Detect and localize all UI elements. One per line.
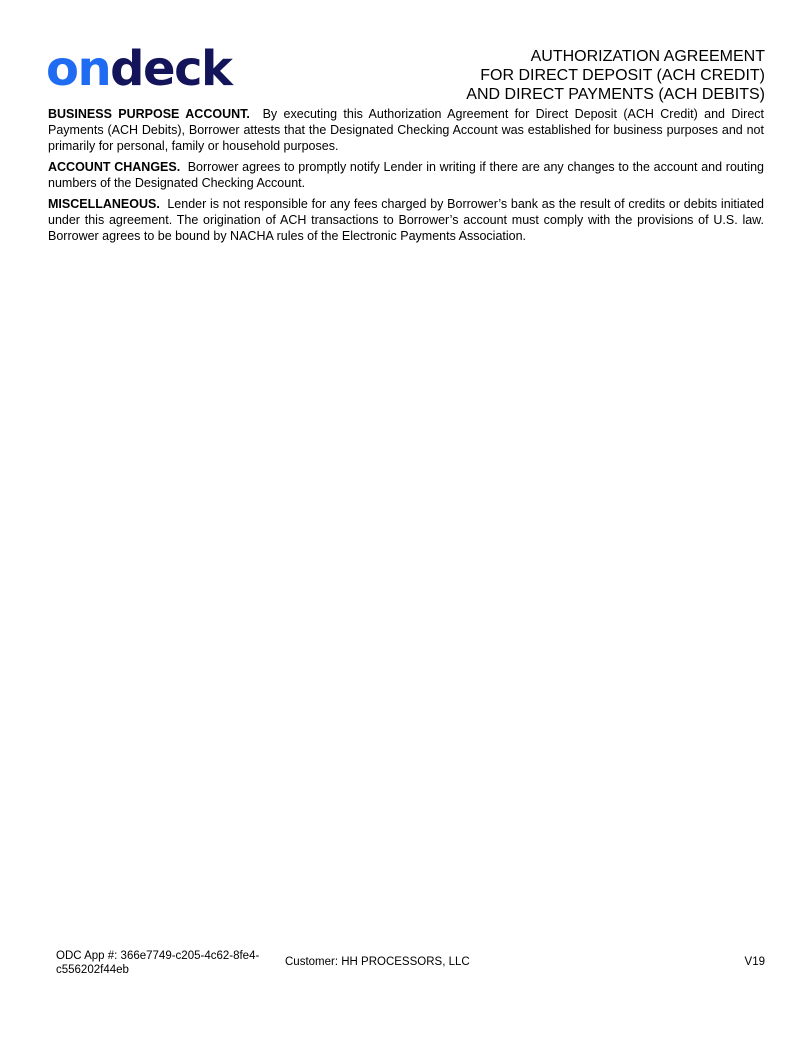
section-miscellaneous bbox=[48, 196, 764, 244]
section-account-changes bbox=[48, 159, 764, 191]
section-business-purpose bbox=[48, 106, 764, 154]
section-text: Lender is not responsible for any fees charged by Borrower’s bank as the result of credits or debits initiated under this agreement. The origination of ACH transactions to Borrower’s account must comply with the provisions of U.S. law. Borrower agrees to be bound by NACHA rules of the Electronic Payments Association. bbox=[48, 197, 765, 243]
title-line-1: AUTHORIZATION AGREEMENT bbox=[530, 48, 765, 65]
ondeck-logo bbox=[46, 42, 231, 96]
footer-customer: Customer: HH PROCESSORS, LLC bbox=[285, 956, 470, 968]
section-heading: BUSINESS PURPOSE ACCOUNT. bbox=[48, 107, 250, 121]
section-heading: MISCELLANEOUS. bbox=[48, 197, 160, 211]
logo-text-on: on bbox=[46, 41, 111, 97]
title-line-3: AND DIRECT PAYMENTS (ACH DEBITS) bbox=[466, 86, 765, 103]
section-text: By executing this Authorization Agreement for Direct Deposit (ACH Credit) and Direct Payments (ACH Debits), Borrower attests that the Designated Checking Account was established for business purposes and not primarily for personal, family or household purposes. bbox=[48, 107, 764, 153]
section-text: Borrower agrees to promptly notify Lender in writing if there are any changes to the account and routing numbers of the Designated Checking Account. bbox=[48, 160, 765, 190]
agreement-body bbox=[48, 106, 764, 249]
document-title bbox=[466, 47, 765, 104]
title-line-2: FOR DIRECT DEPOSIT (ACH CREDIT) bbox=[480, 67, 765, 84]
footer-app-id: ODC App #: 366e7749-c205-4c62-8fe4-c556202f44eb bbox=[56, 950, 260, 976]
footer-version: V19 bbox=[744, 956, 765, 968]
section-heading: ACCOUNT CHANGES. bbox=[48, 160, 181, 174]
logo-text-deck: deck bbox=[110, 41, 232, 97]
